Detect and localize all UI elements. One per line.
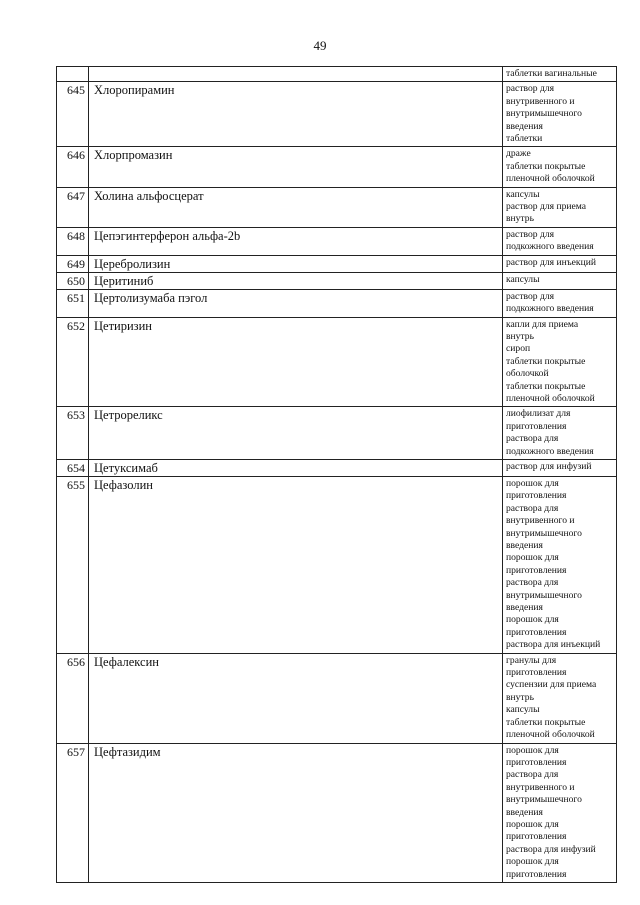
dosage-form-line: капсулы	[506, 704, 540, 716]
table-row	[57, 272, 617, 289]
drug-name: Цепэгинтерферон альфа-2b	[89, 227, 503, 255]
dosage-form-line: внутривенного и	[506, 781, 575, 793]
dosage-form-line: порошок для	[506, 552, 559, 564]
table-row	[57, 67, 617, 82]
row-number: 656	[57, 653, 89, 743]
dosage-form-line: таблетки покрытые	[506, 160, 586, 172]
dosage-form-line: таблетки покрытые	[506, 355, 586, 367]
dosage-form-line: раствора для	[506, 433, 559, 445]
dosage-form-line: раствора для инъекций	[506, 639, 601, 651]
dosage-form-line: внутримышечного	[506, 794, 582, 806]
dosage-form-line: таблетки	[506, 133, 543, 145]
dosage-form-line: таблетки покрытые	[506, 380, 586, 392]
drug-name: Цетиризин	[89, 317, 503, 407]
dosage-forms	[503, 317, 617, 407]
dosage-form-line: подкожного введения	[506, 303, 594, 315]
dosage-forms	[503, 272, 617, 289]
dosage-forms	[503, 743, 617, 882]
table-row	[57, 227, 617, 255]
dosage-form-line: оболочкой	[506, 368, 549, 380]
table-row	[57, 289, 617, 317]
dosage-form-line: внутривенного и	[506, 515, 575, 527]
drug-name: Церебролизин	[89, 255, 503, 272]
dosage-form-line: внутрь	[506, 213, 534, 225]
dosage-form-line: порошок для	[506, 818, 559, 830]
dosage-form-line: порошок для	[506, 856, 559, 868]
row-number: 654	[57, 459, 89, 476]
dosage-form-line: суспензии для приема	[506, 679, 597, 691]
table-row	[57, 743, 617, 882]
drug-name: Цефтазидим	[89, 743, 503, 882]
dosage-form-line: раствор для инфузий	[506, 460, 592, 472]
dosage-forms	[503, 227, 617, 255]
table-row	[57, 187, 617, 227]
row-number	[57, 67, 89, 82]
dosage-form-line: приготовления	[506, 756, 567, 768]
page-number: 49	[313, 38, 327, 53]
dosage-forms	[503, 407, 617, 460]
row-number: 655	[57, 476, 89, 653]
row-number: 651	[57, 289, 89, 317]
row-number: 657	[57, 743, 89, 882]
table-row	[57, 476, 617, 653]
dosage-forms	[503, 82, 617, 147]
dosage-forms	[503, 255, 617, 272]
dosage-forms	[503, 147, 617, 187]
dosage-form-line: введения	[506, 540, 543, 551]
drug-name: Цетуксимаб	[89, 459, 503, 476]
dosage-form-line: таблетки вагинальные	[506, 68, 597, 79]
row-number: 646	[57, 147, 89, 187]
table-row	[57, 459, 617, 476]
row-number: 648	[57, 227, 89, 255]
dosage-form-line: раствор для приема	[506, 201, 587, 213]
drug-name: Холина альфосцерат	[89, 187, 503, 227]
dosage-forms	[503, 67, 617, 82]
dosage-form-line: раствора для инфузий	[506, 843, 596, 855]
dosage-form-line: приготовления	[506, 420, 567, 432]
row-number: 649	[57, 255, 89, 272]
table-row	[57, 255, 617, 272]
dosage-forms	[503, 459, 617, 476]
drug-name: Цетрореликс	[89, 407, 503, 460]
table-row	[57, 82, 617, 147]
dosage-form-line: пленочной оболочкой	[506, 392, 595, 404]
dosage-forms	[503, 289, 617, 317]
row-number: 645	[57, 82, 89, 147]
dosage-form-line: сироп	[506, 343, 531, 355]
dosage-forms	[503, 187, 617, 227]
dosage-form-line: капсулы	[506, 273, 540, 285]
dosage-forms	[503, 476, 617, 653]
dosage-form-line: приготовления	[506, 626, 567, 638]
dosage-form-line: раствора для	[506, 769, 559, 781]
row-number: 653	[57, 407, 89, 460]
dosage-form-line: пленочной оболочкой	[506, 173, 595, 185]
dosage-form-line: введения	[506, 602, 543, 614]
dosage-form-line: раствора для	[506, 577, 559, 589]
row-number: 650	[57, 272, 89, 289]
dosage-form-line: приготовления	[506, 490, 567, 502]
dosage-form-line: приготовления	[506, 831, 567, 843]
dosage-form-line: раствор для инъекций	[506, 256, 596, 268]
dosage-form-line: капсулы	[506, 188, 540, 200]
dosage-form-line: внутрь	[506, 691, 534, 703]
dosage-form-line: введения	[506, 806, 543, 818]
dosage-form-line: гранулы для	[506, 654, 557, 666]
medicine-table	[56, 66, 617, 883]
dosage-form-line: капли для приема	[506, 318, 579, 330]
dosage-form-line: подкожного введения	[506, 241, 594, 253]
dosage-form-line: раствора для	[506, 502, 559, 514]
drug-name: Хлоропирамин	[89, 82, 503, 147]
table-row	[57, 653, 617, 743]
dosage-form-line: подкожного введения	[506, 445, 594, 457]
dosage-form-line: порошок для	[506, 477, 559, 489]
drug-name: Цертолизумаба пэгол	[89, 289, 503, 317]
dosage-form-line: приготовления	[506, 868, 567, 880]
dosage-form-line: приготовления	[506, 667, 567, 679]
drug-name: Цефалексин	[89, 653, 503, 743]
drug-name: Цефазолин	[89, 476, 503, 653]
table-row	[57, 147, 617, 187]
dosage-form-line: драже	[506, 148, 531, 160]
dosage-form-line: раствор для	[506, 228, 555, 240]
dosage-form-line: внутримышечного	[506, 589, 582, 601]
drug-name: Хлорпромазин	[89, 147, 503, 187]
dosage-form-line: таблетки покрытые	[506, 716, 586, 728]
dosage-form-line: приготовления	[506, 564, 567, 576]
drug-name: Церитиниб	[89, 272, 503, 289]
dosage-form-line: лиофилизат для	[506, 408, 571, 420]
dosage-form-line: внутримышечного	[506, 108, 582, 120]
medicine-table-body	[57, 67, 617, 883]
dosage-form-line: внутривенного и	[506, 95, 575, 107]
row-number: 647	[57, 187, 89, 227]
dosage-form-line: порошок для	[506, 614, 559, 626]
table-row	[57, 317, 617, 407]
dosage-form-line: порошок для	[506, 744, 559, 756]
dosage-form-line: раствор для	[506, 290, 555, 302]
dosage-form-line: пленочной оболочкой	[506, 729, 595, 741]
dosage-form-line: внутрь	[506, 330, 534, 342]
row-number: 652	[57, 317, 89, 407]
table-row	[57, 407, 617, 460]
dosage-form-line: раствор для	[506, 83, 555, 95]
drug-name	[89, 67, 503, 82]
dosage-form-line: введения	[506, 120, 543, 132]
dosage-forms	[503, 653, 617, 743]
dosage-form-line: внутримышечного	[506, 527, 582, 539]
